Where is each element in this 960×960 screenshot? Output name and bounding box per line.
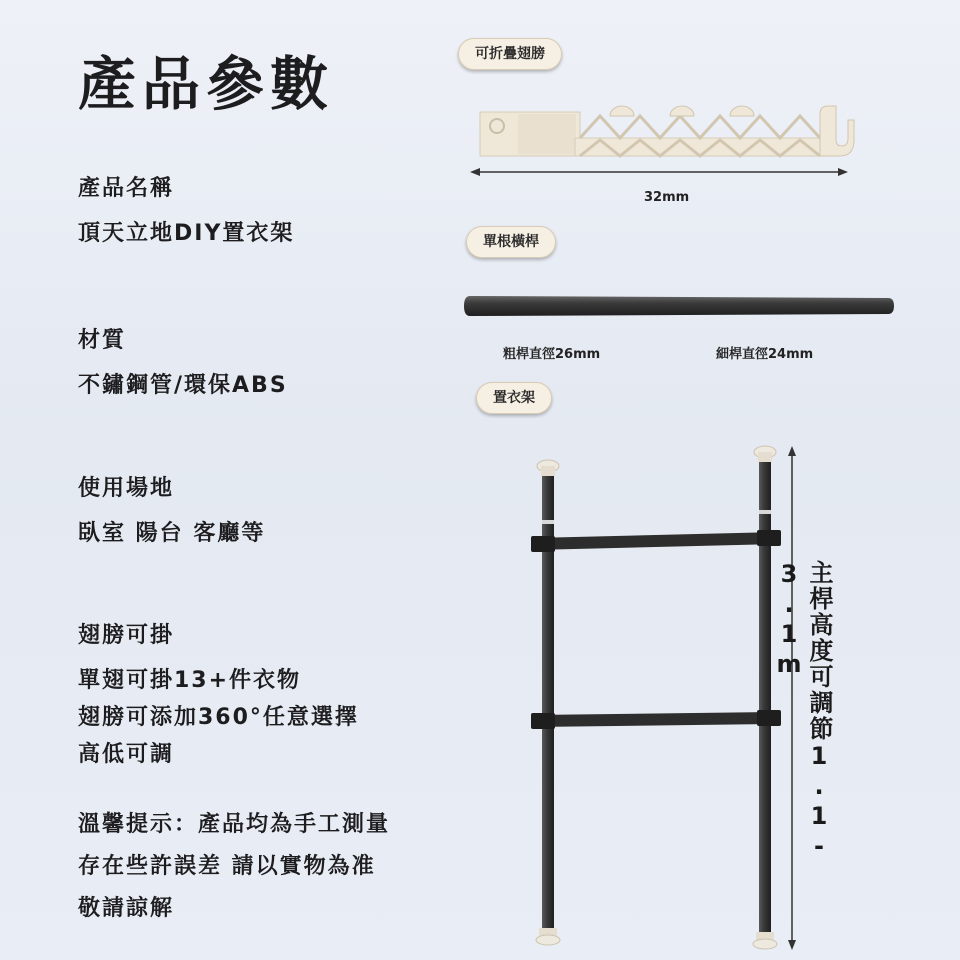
single-bar-illustration xyxy=(460,290,900,324)
spec-label: 材質 xyxy=(78,328,127,353)
spec-value: 不鏽鋼管/環保ABS xyxy=(78,373,288,398)
spec-note xyxy=(78,804,390,930)
width-dimension-arrow xyxy=(468,162,850,182)
note-line: 存在些許誤差 請以實物為准 xyxy=(78,854,376,879)
thin-diameter-label: 細桿直徑24mm xyxy=(716,347,814,362)
page-title: 產品參數 xyxy=(78,50,335,118)
height-adjust-label: 主桿高度可調節1.1-3.1m xyxy=(775,560,833,862)
spec-line: 高低可調 xyxy=(78,742,175,767)
note-line: 敬請諒解 xyxy=(78,896,175,921)
spec-label: 使用場地 xyxy=(78,476,175,501)
note-line: 溫馨提示：產品均為手工測量 xyxy=(78,812,391,837)
spec-usage xyxy=(78,473,265,553)
spec-label: 產品名稱 xyxy=(78,176,175,201)
spec-label: 翅膀可掛 xyxy=(78,623,175,648)
bar-tag: 單根橫桿 xyxy=(466,226,556,258)
spec-material xyxy=(78,325,288,405)
rack-tag: 置衣架 xyxy=(476,382,552,414)
spec-value: 頂天立地DIY置衣架 xyxy=(78,221,295,246)
spec-line: 翅膀可添加360°任意選擇 xyxy=(78,705,359,730)
spec-value: 臥室 陽台 客廳等 xyxy=(78,521,266,546)
height-dimension-arrow xyxy=(784,446,800,950)
spec-product-name xyxy=(78,173,294,253)
spec-wing xyxy=(78,620,359,773)
spec-line: 單翅可掛13+件衣物 xyxy=(78,668,302,693)
rack-illustration xyxy=(525,440,785,952)
thick-diameter-label: 粗桿直徑26mm xyxy=(503,347,601,362)
wing-tag: 可折疊翅膀 xyxy=(458,38,562,70)
wing-width-label: 32mm xyxy=(644,190,690,205)
